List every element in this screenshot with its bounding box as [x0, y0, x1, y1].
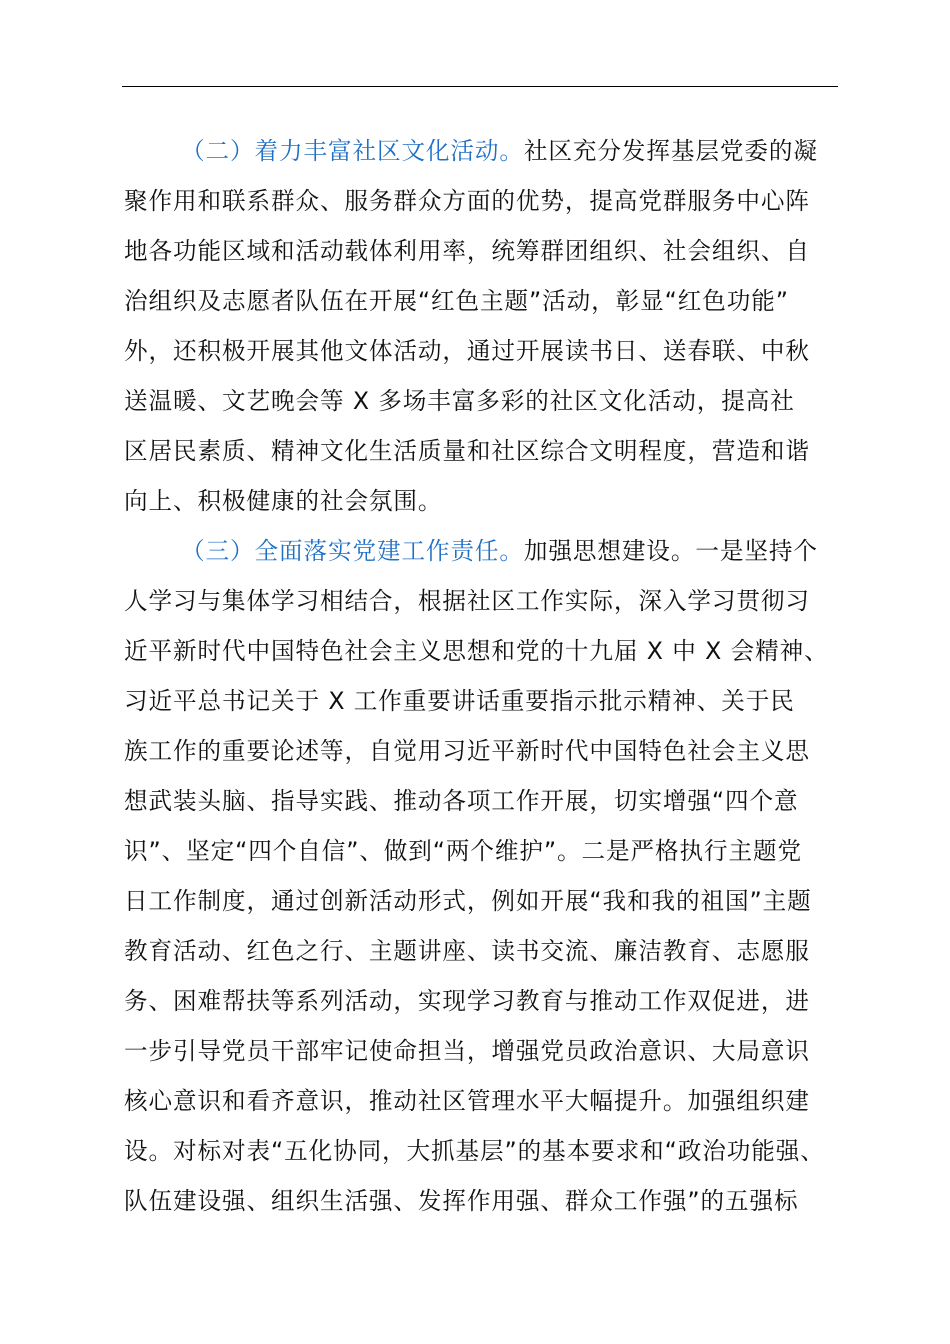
text-line: 人学习与集体学习相结合，根据社区工作实际，深入学习贯彻习 — [124, 587, 810, 615]
text-line: 聚作用和联系群众、服务群众方面的优势，提高党群服务中心阵 — [124, 187, 810, 215]
text-line: 识”、坚定“四个自信”、做到“两个维护”。二是严格执行主题党 — [124, 837, 802, 865]
text-line: 队伍建设强、组织生活强、发挥作用强、群众工作强”的五强标 — [124, 1187, 799, 1215]
text-line: 设。对标对表“五化协同，大抓基层”的基本要求和“政治功能强、 — [124, 1137, 825, 1165]
text-line: 外，还积极开展其他文体活动，通过开展读书日、送春联、中秋 — [124, 337, 810, 365]
paragraph-3-first-line-text: 加强思想建设。一是坚持个 — [523, 537, 818, 565]
paragraph-2-heading: （二）着力丰富社区文化活动。 — [181, 137, 524, 165]
text-line: 向上、积极健康的社会氛围。 — [124, 487, 443, 515]
text-line: 区居民素质、精神文化生活质量和社区综合文明程度，营造和谐 — [124, 437, 810, 465]
text-line: 务、困难帮扶等系列活动，实现学习教育与推动工作双促进，进 — [124, 987, 810, 1015]
paragraph-2-first-line-text: 社区充分发挥基层党委的凝 — [523, 137, 818, 165]
header-rule — [122, 86, 838, 87]
body-text — [124, 126, 840, 1226]
paragraph-3-heading: （三）全面落实党建工作责任。 — [181, 537, 524, 565]
text-line: 日工作制度，通过创新活动形式，例如开展“我和我的祖国”主题 — [124, 887, 812, 915]
text-line: 习近平总书记关于 X 工作重要讲话重要指示批示精神、关于民 — [124, 687, 795, 715]
paragraph-3-first-line — [124, 526, 840, 576]
text-line: 族工作的重要论述等，自觉用习近平新时代中国特色社会主义思 — [124, 737, 810, 765]
text-line: 近平新时代中国特色社会主义思想和党的十九届 X 中 X 会精神、 — [124, 637, 829, 665]
text-line: 治组织及志愿者队伍在开展“红色主题”活动，彰显“红色功能” — [124, 287, 789, 315]
text-line: 送温暖、文艺晚会等 X 多场丰富多彩的社区文化活动，提高社 — [124, 387, 795, 415]
text-line: 核心意识和看齐意识，推动社区管理水平大幅提升。加强组织建 — [124, 1087, 810, 1115]
text-line: 想武装头脑、指导实践、推动各项工作开展，切实增强“四个意 — [124, 787, 799, 815]
text-line: 一步引导党员干部牢记使命担当，增强党员政治意识、大局意识 — [124, 1037, 810, 1065]
text-line: 教育活动、红色之行、主题讲座、读书交流、廉洁教育、志愿服 — [124, 937, 810, 965]
text-line: 地各功能区域和活动载体利用率，统筹群团组织、社会组织、自 — [124, 237, 810, 265]
paragraph-2-first-line — [124, 126, 840, 176]
